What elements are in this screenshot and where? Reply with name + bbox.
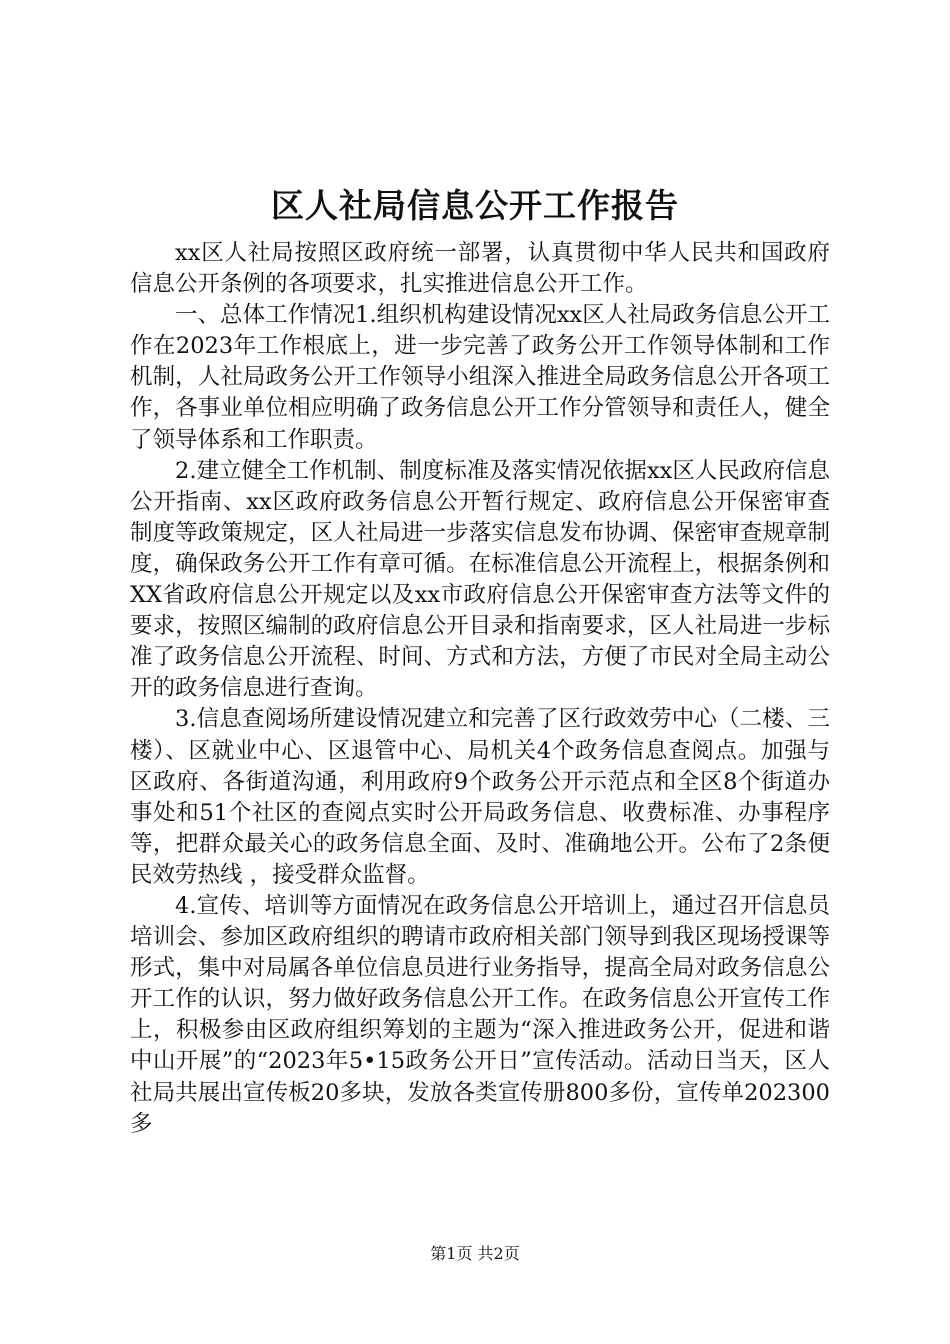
paragraph-training: 4.宣传、培训等方面情况在政务信息公开培训上，通过召开信息员培训会、参加区政府组织的聘请市政府相关部门领导到我区现场授课等形式，集中对局属各单位信息员进行业务指导，提高全局对政务信息公开工作的认识，努力做好政务信息公开工作。在政务信息公开宣传工作上，积极参由区政府组织筹划的主题为“深入推进政务公开，促进和谐中山开展”的“2023年5•15政务公开日”宣传活动。活动日当天，区人社局共展出宣传板20多块，发放各类宣传册800多份，宣传单202300多 <box>130 892 830 1137</box>
paragraph-reading-sites: 3.信息查阅场所建设情况建立和完善了区行政效劳中心（二楼、三楼）、区就业中心、区退管中心、局机关4个政务信息查阅点。加强与区政府、各街道沟通，利用政府9个政务公开示范点和全区8个街道办事处和51个社区的查阅点实时公开局政务信息、收费标准、办事程序等，把群众最关心的政务信息全面、及时、准确地公开。公布了2条便民效劳热线 ，接受群众监督。 <box>130 706 830 888</box>
paragraph-organization: 一、总体工作情况1.组织机构建设情况xx区人社局政务信息公开工作在2023年工作根底上，进一步完善了政务公开工作领导体制和工作机制，人社局政务公开工作领导小组深入推进全局政务信息公开各项工作，各事业单位相应明确了政务信息公开工作分管领导和责任人，健全了领导体系和工作职责。 <box>130 302 830 453</box>
document-title: 区人社局信息公开工作报告 <box>271 186 679 225</box>
document-body <box>130 238 830 1140</box>
page-footer: 第1页 共2页 <box>430 1244 520 1263</box>
paragraph-mechanism: 2.建立健全工作机制、制度标准及落实情况依据xx区人民政府信息公开指南、xx区政府政务信息公开暂行规定、政府信息公开保密审查制度等政策规定，区人社局进一步落实信息发布协调、保密审查规章制度，确保政务公开工作有章可循。在标准信息公开流程上，根据条例和XX省政府信息公开规定以及xx市政府信息公开保密审查方法等文件的要求，按照区编制的政府信息公开目录和指南要求，区人社局进一步标准了政务信息公开流程、时间、方式和方法，方便了市民对全局主动公开的政务信息进行查询。 <box>130 457 830 702</box>
paragraph-intro: xx区人社局按照区政府统一部署，认真贯彻中华人民共和国政府信息公开条例的各项要求，扎实推进信息公开工作。 <box>130 240 830 298</box>
